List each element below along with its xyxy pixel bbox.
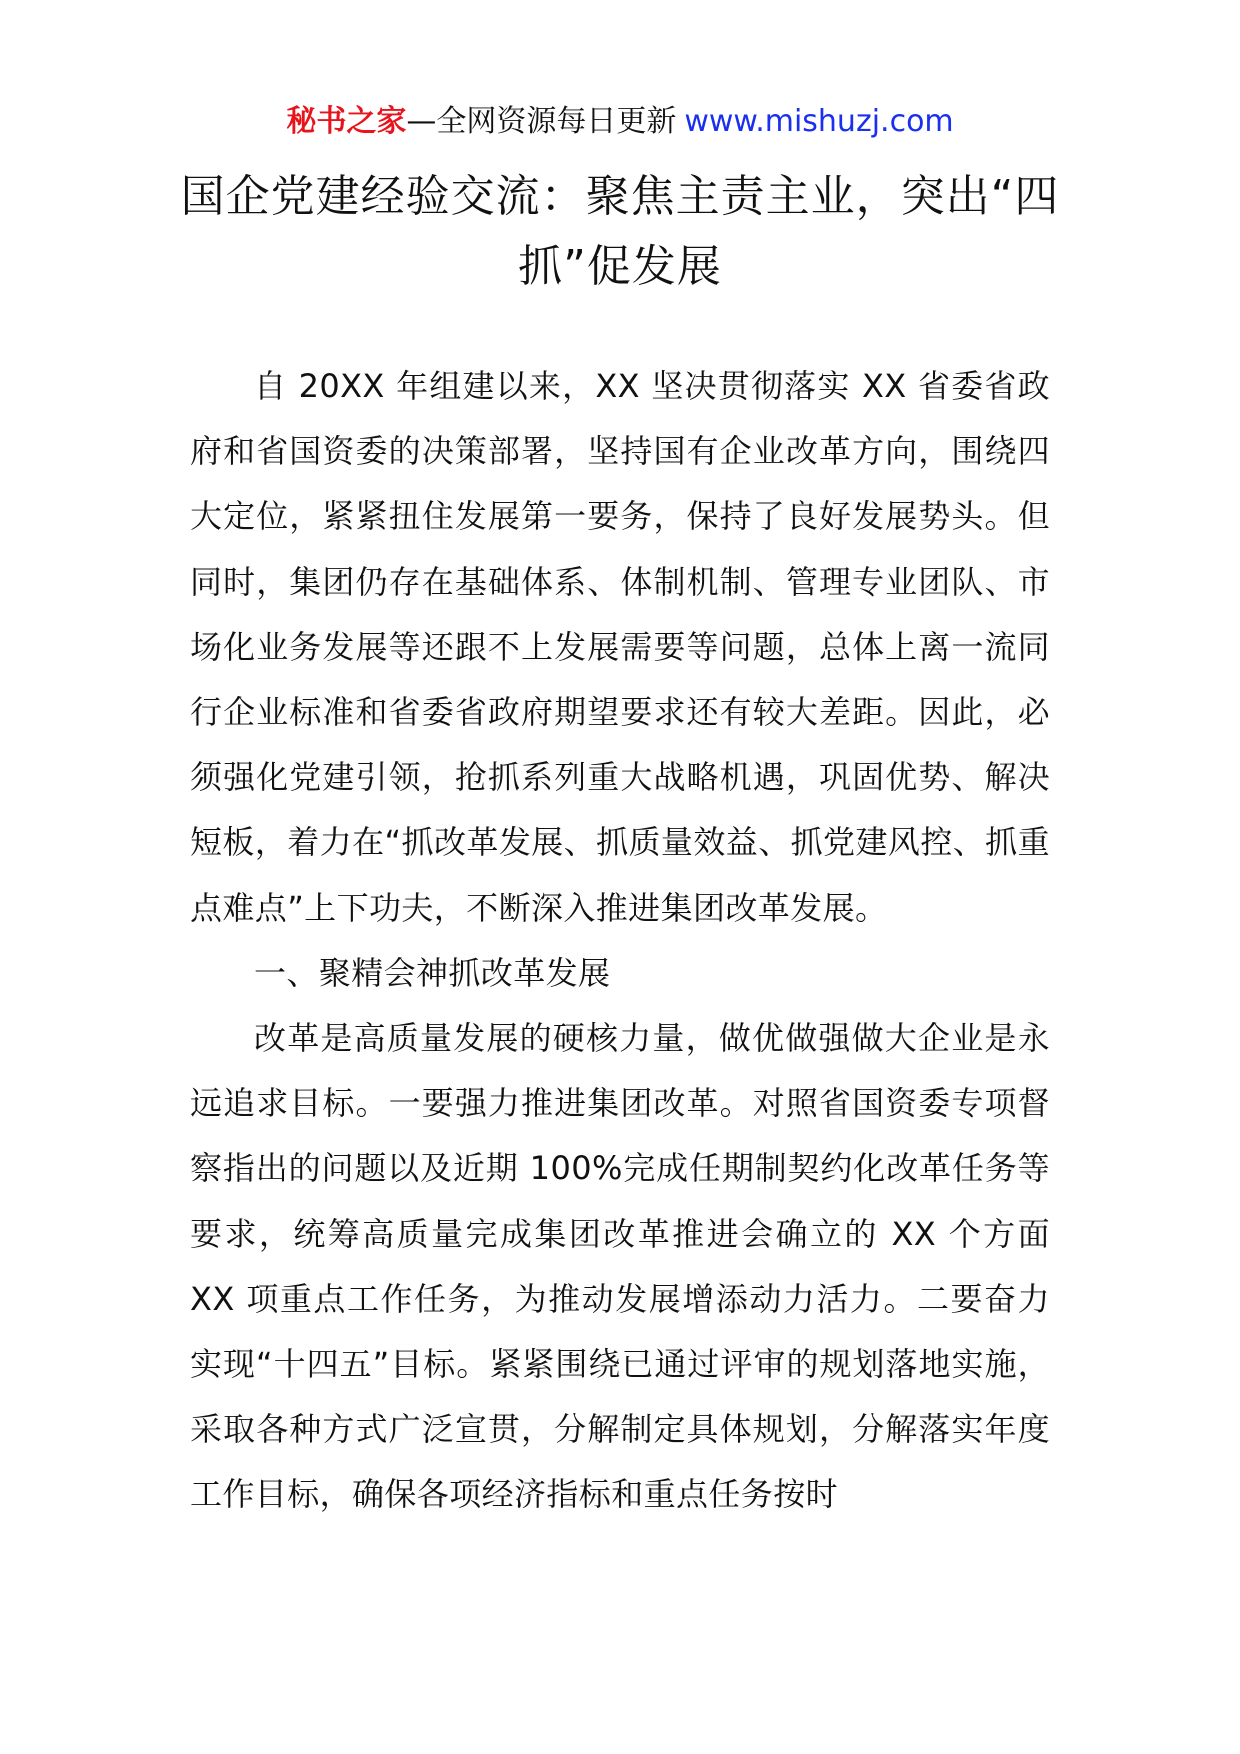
section-heading: 一、聚精会神抓改革发展 (254, 953, 611, 992)
brand-name: 秘书之家 (286, 104, 407, 139)
document-title: 国企党建经验交流：聚焦主责主业，突出“四抓”促发展 (180, 171, 1060, 292)
section-paragraph: 改革是高质量发展的硬核力量，做优做强做大企业是永远追求目标。一要强力推进集团改革。对照省国资委专项督察指出的问题以及近期 100%完成任期制契约化改革任务等要求，统筹高质量完成集团改革推进会确立的 XX 个方面 XX 项重点工作任务，为推动发展增添动力活力。二要奋力实现“十四五”目标。紧紧围绕已通过评审的规划落地实施，采取各种方式广泛宣贯，分解制定具体规划，分解落实年度工作目标，确保各项经济指标和重点任务按时 (190, 1019, 1050, 1514)
intro-paragraph: 自 20XX 年组建以来，XX 坚决贯彻落实 XX 省委省政府和省国资委的决策部署，坚持国有企业改革方向，围绕四大定位，紧紧扭住发展第一要务，保持了良好发展势头。但同时，集团仍存在基础体系、体制机制、管理专业团队、市场化业务发展等还跟不上发展需要等问题，总体上离一流同行企业标准和省委省政府期望要求还有较大差距。因此，必须强化党建引领，抢抓系列重大战略机遇，巩固优势、解决短板，着力在“抓改革发展、抓质量效益、抓党建风控、抓重点难点”上下功夫，不断深入推进集团改革发展。 (190, 367, 1050, 927)
site-header (0, 100, 1240, 144)
header-tagline: —全网资源每日更新 (406, 104, 677, 139)
document-body (190, 354, 1050, 1528)
website-link[interactable]: www.mishuzj.com (684, 104, 954, 139)
